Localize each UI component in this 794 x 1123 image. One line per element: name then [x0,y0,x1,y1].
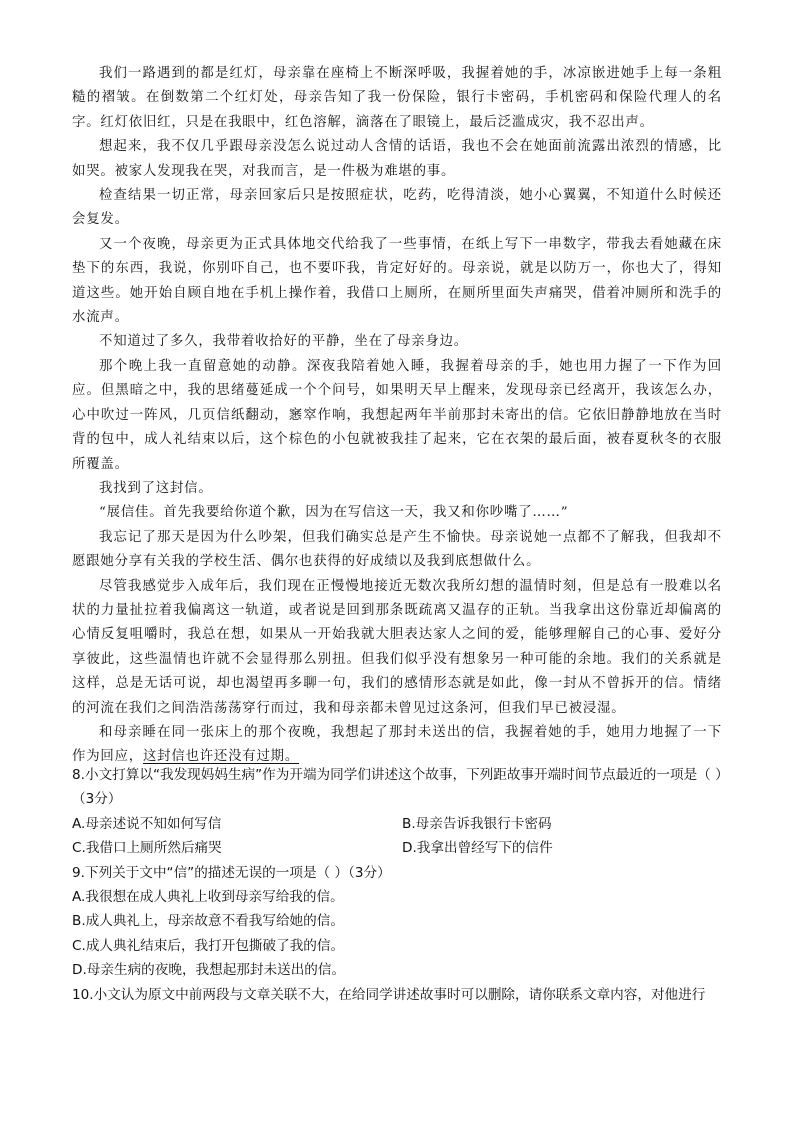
final-paragraph-text: 和母亲睡在同一张床上的那个夜晚，我想起了那封未送出的信，我握着她的手，她用力地握了一下作为回应， [72,724,722,765]
passage-paragraph: 我找到了这封信。 [99,480,213,496]
question-8-options-row-2 [72,836,732,860]
passage-paragraph: 尽管我感觉步入成年后，我们现在正慢慢地接近无数次我所幻想的温情时刻，但是总有一股难以名状的力量扯拉着我偏离这一轨道，或者说是回到那条既疏离又温存的正轨。当我拿出这份靠近却偏离的心情反复咀嚼时，我总在想，如果从一开始我就大胆表达家人之间的爱，能够理解自己的心事、爱好分享彼此，这些温情也许就不会显得那么别扭。但我们似乎没有想象另一种可能的余地。我们的关系就是这样，总是无话可说，却也渴望再多聊一句，我们的感情形态就是如此，像一封从不曾拆开的信。情绪的河流在我们之间浩浩荡荡穿行而过，我和母亲都未曾见过这条河，但我们早已被浸湿。 [72,578,722,716]
passage-paragraph: 想起来，我不仅几乎跟母亲没怎么说过动人含情的话语，我也不会在她面前流露出浓烈的情感，比如哭。被家人发现我在哭，对我而言，是一件极为难堪的事。 [72,139,722,179]
question-8-option-c: C.我借口上厕所然后痛哭 [72,840,222,857]
passage-paragraph: 我忘记了那天是因为什么吵架，但我们确实总是产生不愉快。母亲说她一点都不了解我，但我却不愿跟她分享有关我的学校生活、偶尔也获得的好成绩以及我到底想做什么。 [72,529,722,570]
passage-paragraph: 检查结果一切正常，母亲回家后只是按照症状，吃药，吃得清淡，她小心翼翼，不知道什么时候还会复发。 [72,188,722,228]
passage-paragraph: 不知道过了多久，我带着收拾好的平静，坐在了母亲身边。 [99,334,468,350]
question-9-option-d: D.母亲生病的夜晚，我想起那封未送出的信。 [72,962,346,979]
passage-paragraph: 那个晚上我一直留意她的动静。深夜我陪着她入睡，我握着母亲的手，她也用力握了一下作为回应。但黑暗之中，我的思绪蔓延成一个个问号，如果明天早上醒来，发现母亲已经离开，我该怎么办，心中吹过一阵风，几页信纸翻动，窸窣作响，我想起两年半前那封未寄出的信。它依旧静静地放在当时背的包中，成人礼结束以后，这个棕色的小包就被我挂了起来，它在衣架的最后面，被春夏秋冬的衣服所覆盖。 [72,358,722,472]
question-8-option-b: B.母亲告诉我银行卡密码 [402,815,552,832]
question-9-stem: 9.下列关于文中“信”的描述无误的一项是（ ）（3分） [72,864,391,881]
question-8-option-a: A.母亲述说不知如何写信 [72,815,222,832]
passage-paragraph: 我们一路遇到的都是红灯，母亲靠在座椅上不断深呼吸，我握着她的手，冰凉嵌进她手上每一条粗糙的褶皱。在倒数第二个红灯处，母亲告知了我一份保险，银行卡密码，手机密码和保险代理人的名字。红灯依旧红，只是在我眼中，红色溶解，滴落在了眼镜上，最后泛滥成灾，我不忍出声。 [72,66,722,130]
letter-quote: “展信佳。首先我要给你道个歉，因为在写信这一天，我又和你吵嘴了……” [99,505,569,521]
question-9-option-b: B.成人典礼上，母亲故意不看我写给她的信。 [72,913,344,930]
question-9-option-c: C.成人典礼结束后，我打开包撕破了我的信。 [72,937,345,954]
questions-section [72,763,732,1007]
reading-passage [72,62,722,770]
question-9-option-a: A.我很想在成人典礼上收到母亲写给我的信。 [72,889,344,906]
question-10-stem: 10.小文认为原文中前两段与文章关联不大，在给同学讲述故事时可以删除，请你联系文章内容，对他进行 [72,986,706,1003]
question-8-option-d: D.我拿出曾经写下的信件 [402,840,553,857]
underlined-sentence: 这封信也许还没有过期。 [142,749,300,765]
question-8-options-row-1 [72,812,732,836]
passage-paragraph: 又一个夜晚，母亲更为正式具体地交代给我了一些事情，在纸上写下一串数字，带我去看她藏在床垫下的东西，我说，你别吓自己，也不要吓我，肯定好好的。母亲说，就是以防万一，你也大了，得知道这些。她开始自顾自地在手机上操作着，我借口上厕所，在厕所里面失声痛哭，借着冲厕所和洗手的水流声。 [72,236,722,326]
question-8-stem: 8.小文打算以“我发现妈妈生病”作为开端为同学们讲述这个故事，下列距故事开端时间节点最近的一项是（ ）（3分） [72,767,729,808]
